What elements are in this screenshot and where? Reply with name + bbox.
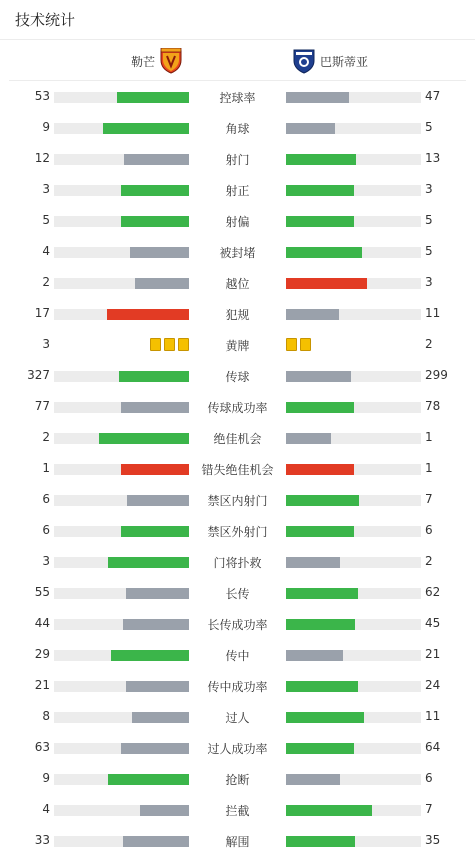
home-stat-bar-fill <box>119 371 189 382</box>
home-stat-value: 17 <box>34 306 50 320</box>
stat-row <box>0 732 475 763</box>
away-stat-bar <box>286 712 421 723</box>
away-stat-value: 5 <box>425 244 433 258</box>
home-stat-bar-fill <box>127 495 189 506</box>
stat-label: 射门 <box>225 153 250 167</box>
home-stat-value: 3 <box>42 554 50 568</box>
stat-label: 解围 <box>225 835 250 849</box>
away-stat-bar <box>286 402 421 413</box>
home-stat-value: 77 <box>34 399 50 413</box>
home-stat-bar <box>54 185 189 196</box>
away-stat-bar <box>286 495 421 506</box>
away-stat-bar-fill <box>286 247 362 258</box>
stats-header <box>0 0 475 40</box>
stat-label: 错失绝佳机会 <box>201 463 274 477</box>
home-stat-bar-fill <box>140 805 189 816</box>
stat-row <box>0 608 475 639</box>
home-stat-value: 4 <box>42 244 50 258</box>
stat-label: 射偏 <box>225 215 250 229</box>
away-stat-value: 45 <box>425 616 441 630</box>
away-stat-bar-fill <box>286 278 367 289</box>
stat-label: 抢断 <box>225 773 250 787</box>
yellow-card-icon <box>286 338 297 351</box>
teams-row <box>9 40 466 81</box>
stat-label: 犯规 <box>225 308 250 322</box>
home-stat-bar <box>54 371 189 382</box>
away-stat-bar-fill <box>286 681 358 692</box>
stat-label: 门将扑救 <box>213 556 262 570</box>
away-stat-bar-fill <box>286 123 335 134</box>
stat-label: 传球成功率 <box>207 401 268 415</box>
stat-label: 传中 <box>225 649 250 663</box>
away-stat-bar <box>286 805 421 816</box>
home-stat-bar <box>54 681 189 692</box>
away-stat-bar <box>286 185 421 196</box>
away-stat-value: 11 <box>425 709 441 723</box>
le-mans-crest-icon <box>159 48 183 74</box>
away-stat-bar-fill <box>286 774 340 785</box>
away-stat-bar <box>286 650 421 661</box>
away-stat-value: 62 <box>425 585 441 599</box>
home-stat-bar <box>54 309 189 320</box>
away-stat-bar-fill <box>286 805 372 816</box>
stat-label: 控球率 <box>219 91 256 105</box>
stat-label: 长传成功率 <box>207 618 268 632</box>
home-stat-value: 2 <box>42 430 50 444</box>
away-stat-bar-fill <box>286 526 354 537</box>
home-team-name: 勒芒 <box>130 54 155 69</box>
home-stat-bar <box>54 402 189 413</box>
stat-row <box>0 546 475 577</box>
home-stat-bar-fill <box>126 681 189 692</box>
home-stat-bar <box>54 154 189 165</box>
stat-row <box>0 329 475 360</box>
away-stat-bar <box>286 154 421 165</box>
home-stat-value: 2 <box>42 275 50 289</box>
home-stat-bar-fill <box>135 278 189 289</box>
stat-row <box>0 298 475 329</box>
home-stat-bar-fill <box>121 185 189 196</box>
away-stat-value: 11 <box>425 306 441 320</box>
home-stat-bar-fill <box>132 712 189 723</box>
home-stat-value: 8 <box>42 709 50 723</box>
stat-row <box>0 205 475 236</box>
home-stat-bar-fill <box>108 774 189 785</box>
away-stat-bar <box>286 247 421 258</box>
away-stat-bar-fill <box>286 185 354 196</box>
away-stat-bar <box>286 433 421 444</box>
away-stat-bar-fill <box>286 402 354 413</box>
away-stat-value: 5 <box>425 120 433 134</box>
home-stat-bar <box>54 495 189 506</box>
home-stat-bar <box>54 805 189 816</box>
stat-row <box>0 639 475 670</box>
away-team-name: 巴斯蒂亚 <box>320 54 369 69</box>
home-stat-bar <box>54 619 189 630</box>
yellow-card-icon <box>150 338 161 351</box>
away-stat-bar-fill <box>286 836 355 847</box>
home-stat-bar-fill <box>124 154 189 165</box>
home-stat-value: 63 <box>34 740 50 754</box>
stat-label: 角球 <box>225 122 250 136</box>
home-stat-bar <box>54 774 189 785</box>
home-stat-bar-fill <box>130 247 189 258</box>
away-stat-value: 24 <box>425 678 441 692</box>
stat-row <box>0 143 475 174</box>
away-stat-bar-fill <box>286 619 355 630</box>
away-stat-value: 2 <box>425 337 433 351</box>
home-stat-value: 44 <box>34 616 50 630</box>
home-stat-bar <box>54 650 189 661</box>
home-stat-value: 1 <box>42 461 50 475</box>
home-stat-bar-fill <box>121 526 189 537</box>
away-stat-value: 5 <box>425 213 433 227</box>
stat-label: 拦截 <box>225 804 250 818</box>
home-stat-value: 55 <box>34 585 50 599</box>
stat-label: 传中成功率 <box>207 680 268 694</box>
home-stat-bar-fill <box>117 92 189 103</box>
stat-label: 传球 <box>225 370 250 384</box>
stat-row <box>0 577 475 608</box>
stat-label: 射正 <box>225 184 250 198</box>
away-stat-bar-fill <box>286 92 349 103</box>
away-stat-bar <box>286 557 421 568</box>
away-stat-bar-fill <box>286 464 354 475</box>
home-stat-bar <box>54 557 189 568</box>
yellow-card-icon <box>178 338 189 351</box>
away-stat-value: 13 <box>425 151 441 165</box>
home-stat-value: 33 <box>34 833 50 847</box>
away-stat-bar-fill <box>286 557 340 568</box>
home-stat-bar-fill <box>121 216 189 227</box>
yellow-card-icon <box>164 338 175 351</box>
away-stat-value: 1 <box>425 461 433 475</box>
away-stat-bar-fill <box>286 309 339 320</box>
home-stat-bar <box>54 433 189 444</box>
home-stat-value: 21 <box>34 678 50 692</box>
stat-row <box>0 422 475 453</box>
home-stat-bar-fill <box>121 402 189 413</box>
home-cards <box>150 338 189 351</box>
stat-row <box>0 763 475 794</box>
away-stat-bar <box>286 92 421 103</box>
away-team[interactable] <box>292 48 368 74</box>
home-team[interactable] <box>131 48 183 74</box>
home-stat-value: 3 <box>42 182 50 196</box>
stat-row <box>0 515 475 546</box>
away-stat-bar <box>286 371 421 382</box>
away-stat-bar-fill <box>286 216 354 227</box>
home-stat-bar-fill <box>103 123 189 134</box>
stat-label: 过人成功率 <box>207 742 268 756</box>
home-stat-bar <box>54 216 189 227</box>
stat-row <box>0 484 475 515</box>
away-stat-bar <box>286 123 421 134</box>
stat-row <box>0 391 475 422</box>
away-stat-value: 1 <box>425 430 433 444</box>
away-stat-value: 78 <box>425 399 441 413</box>
home-stat-bar-fill <box>107 309 189 320</box>
away-stat-bar <box>286 309 421 320</box>
home-stat-bar <box>54 588 189 599</box>
home-stat-bar-fill <box>121 464 189 475</box>
home-stat-value: 29 <box>34 647 50 661</box>
away-stat-value: 7 <box>425 492 433 506</box>
away-stat-bar-fill <box>286 712 364 723</box>
home-stat-bar-fill <box>123 619 189 630</box>
away-stat-bar <box>286 619 421 630</box>
yellow-card-icon <box>300 338 311 351</box>
home-stat-value: 6 <box>42 523 50 537</box>
home-stat-value: 327 <box>27 368 50 382</box>
home-stat-bar-fill <box>121 743 189 754</box>
away-stat-bar <box>286 278 421 289</box>
home-stat-bar <box>54 712 189 723</box>
away-stat-bar <box>286 216 421 227</box>
away-stat-bar <box>286 836 421 847</box>
away-stat-value: 47 <box>425 89 441 103</box>
stat-label: 禁区外射门 <box>207 525 268 539</box>
page-title: 技术统计 <box>15 11 76 29</box>
home-stat-bar-fill <box>111 650 189 661</box>
home-stat-value: 6 <box>42 492 50 506</box>
away-stat-bar <box>286 588 421 599</box>
stat-row <box>0 794 475 825</box>
away-stat-bar <box>286 774 421 785</box>
home-stat-bar <box>54 92 189 103</box>
away-stat-value: 6 <box>425 771 433 785</box>
home-stat-bar <box>54 278 189 289</box>
away-stat-value: 3 <box>425 182 433 196</box>
home-stat-value: 9 <box>42 120 50 134</box>
away-stat-value: 7 <box>425 802 433 816</box>
away-stat-value: 2 <box>425 554 433 568</box>
stat-row <box>0 236 475 267</box>
stat-label: 过人 <box>225 711 250 725</box>
home-stat-bar-fill <box>123 836 189 847</box>
stat-row <box>0 112 475 143</box>
home-stat-bar <box>54 123 189 134</box>
stat-label: 黄牌 <box>225 339 250 353</box>
away-stat-bar <box>286 681 421 692</box>
bastia-crest-icon <box>292 48 316 74</box>
stats-list <box>0 81 475 856</box>
away-stat-bar <box>286 464 421 475</box>
away-cards <box>286 338 311 351</box>
home-stat-value: 12 <box>34 151 50 165</box>
away-stat-bar-fill <box>286 371 351 382</box>
stat-label: 被封堵 <box>219 246 256 260</box>
home-stat-bar <box>54 743 189 754</box>
stat-row <box>0 360 475 391</box>
away-stat-bar-fill <box>286 433 331 444</box>
home-stat-bar <box>54 836 189 847</box>
stat-label: 禁区内射门 <box>207 494 268 508</box>
away-stat-value: 21 <box>425 647 441 661</box>
stat-row <box>0 670 475 701</box>
stat-row <box>0 174 475 205</box>
stat-row <box>0 701 475 732</box>
stat-label: 越位 <box>225 277 250 291</box>
home-stat-value: 5 <box>42 213 50 227</box>
away-stat-bar-fill <box>286 495 359 506</box>
away-stat-bar <box>286 743 421 754</box>
home-stat-value: 9 <box>42 771 50 785</box>
stat-row <box>0 825 475 856</box>
home-stat-bar-fill <box>126 588 189 599</box>
away-stat-value: 3 <box>425 275 433 289</box>
stat-row <box>0 267 475 298</box>
home-stat-bar <box>54 247 189 258</box>
home-stat-bar-fill <box>99 433 189 444</box>
away-stat-value: 299 <box>425 368 448 382</box>
stat-label: 绝佳机会 <box>213 432 262 446</box>
home-stat-bar <box>54 526 189 537</box>
away-stat-value: 64 <box>425 740 441 754</box>
away-stat-value: 35 <box>425 833 441 847</box>
home-stat-value: 3 <box>42 337 50 351</box>
home-stat-value: 53 <box>34 89 50 103</box>
stat-row <box>0 453 475 484</box>
home-stat-bar-fill <box>108 557 189 568</box>
away-stat-bar-fill <box>286 588 358 599</box>
home-stat-value: 4 <box>42 802 50 816</box>
away-stat-value: 6 <box>425 523 433 537</box>
away-stat-bar-fill <box>286 154 356 165</box>
stat-label: 长传 <box>225 587 250 601</box>
away-stat-bar-fill <box>286 650 343 661</box>
away-stat-bar <box>286 526 421 537</box>
away-stat-bar-fill <box>286 743 354 754</box>
stat-row <box>0 81 475 112</box>
home-stat-bar <box>54 464 189 475</box>
